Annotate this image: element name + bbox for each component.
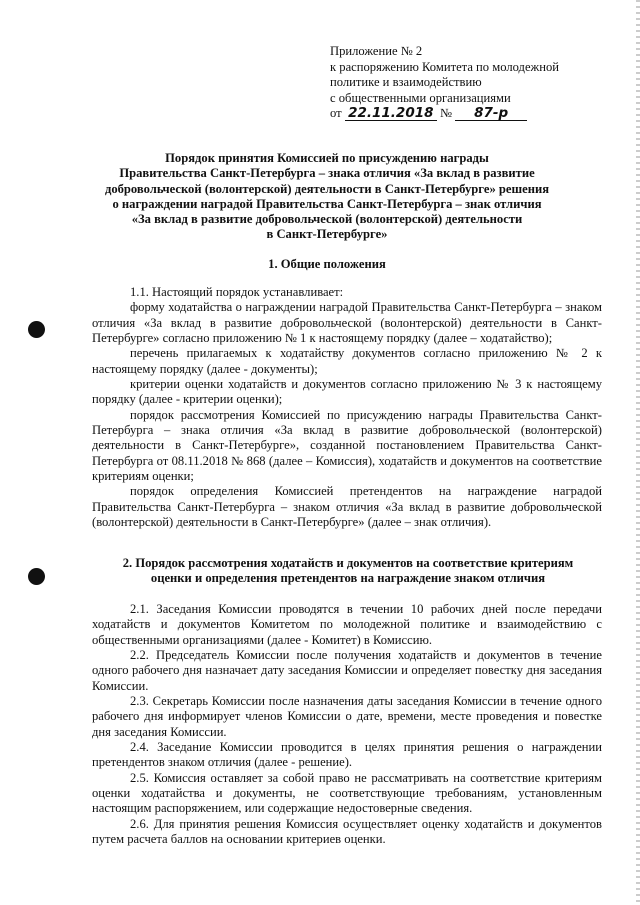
- section2-heading-line: 2. Порядок рассмотрения ходатайств и документов на соответствие критериям: [122, 556, 574, 570]
- paragraph: форму ходатайства о награждении наградой Правительства Санкт-Петербурга – знаком отличия «За вклад в развитие добровольческой (волонтерской) деятельности в Санкт-Петербурге» согласно приложению № 1 к настоящему порядку (далее – ходатайство);: [92, 300, 602, 346]
- title-line: добровольческой (волонтерской) деятельности в Санкт-Петербурге» решения: [104, 181, 550, 196]
- appendix-line: к распоряжению Комитета по молодежной: [330, 59, 560, 74]
- appendix-line: политике и взаимодействию: [330, 75, 482, 89]
- paragraph: 2.4. Заседание Комиссии проводится в целях принятия решения о награждении претендентов знаком отличия (далее - решение).: [92, 740, 602, 770]
- title-line: в Санкт-Петербурге»: [266, 227, 388, 242]
- section1-body: [92, 285, 602, 531]
- paragraph: критерии оценки ходатайств и документов согласно приложению № 3 к настоящему порядку (далее - критерии оценки);: [92, 377, 602, 407]
- appendix-line: Приложение № 2: [330, 44, 423, 58]
- section2-heading: [92, 556, 604, 587]
- paragraph: 1.1. Настоящий порядок устанавливает:: [130, 285, 344, 299]
- title-line: «За вклад в развитие добровольческой (волонтерской) деятельности: [131, 212, 523, 227]
- paragraph: 2.1. Заседания Комиссии проводятся в течении 10 рабочих дней после передачи ходатайств и документов Комитетом по молодежной политике и взаимодействию с общественными организациями (далее - Комитет) в Комиссию.: [92, 602, 602, 647]
- appendix-line: с общественными организациями: [330, 90, 511, 105]
- handwritten-number: 87-р: [455, 106, 527, 121]
- title-line: о награждении наградой Правительства Санкт-Петербурга – знак отличия: [112, 196, 542, 211]
- paragraph: 2.6. Для принятия решения Комиссия осуществляет оценку ходатайств и документов путем расчета баллов на основании критериев оценки.: [92, 816, 602, 847]
- title-line: Правительства Санкт-Петербурга – знака отличия «За вклад в развитие: [119, 166, 535, 181]
- number-prefix: №: [439, 106, 452, 120]
- date-prefix: от: [330, 106, 342, 120]
- paragraph: перечень прилагаемых к ходатайству документов согласно приложению № 2 к настоящему порядку (далее - документы);: [92, 346, 602, 376]
- title-line: Порядок принятия Комиссией по присуждению награды: [165, 151, 489, 165]
- punch-hole-mark: [28, 568, 45, 585]
- appendix-date-line: [330, 106, 620, 122]
- paragraph: 2.3. Секретарь Комиссии после назначения даты заседания Комиссии в течение одного рабочего дня информирует членов Комиссии о дате, времени, месте проведения и повестке дня заседания Комиссии.: [92, 694, 602, 739]
- scan-edge-artifact: [636, 0, 640, 905]
- paragraph: порядок рассмотрения Комиссией по присуждению награды Правительства Санкт-Петербурга – знака отличия «За вклад в развитие добровольческой (волонтерской) деятельности в Санкт-Петербурге», созданной постановлением Правительства Санкт-Петербурга от 08.11.2018 № 868 (далее – Комиссия), ходатайств и документов на соответствие критериям оценки;: [92, 407, 602, 484]
- section2-body: [92, 602, 602, 848]
- paragraph: порядок определения Комиссией претендентов на награждение наградой Правительства Санкт-Петербурга – знаком отличия «За вклад в развитие добровольческой (волонтерской) деятельности в Санкт-Петербурге» (далее – знак отличия).: [92, 484, 602, 530]
- punch-hole-mark: [28, 321, 45, 338]
- section2-heading-line: оценки и определения претендентов на награждение знаком отличия: [150, 571, 546, 586]
- document-title: [92, 151, 562, 243]
- paragraph: 2.2. Председатель Комиссии после получения ходатайств и документов в течение одного рабочего дня назначает дату заседания Комиссии и определяет повестку дня заседания Комиссии.: [92, 648, 602, 693]
- handwritten-date: 22.11.2018: [345, 106, 437, 121]
- appendix-block: [330, 44, 620, 122]
- section1-heading: 1. Общие положения: [268, 257, 386, 271]
- paragraph: 2.5. Комиссия оставляет за собой право не рассматривать на соответствие критериям оценки ходатайства и документы, не соответствующие требованиям, установленным настоящим распоряжением, или содержащие недостоверные сведения.: [92, 770, 602, 816]
